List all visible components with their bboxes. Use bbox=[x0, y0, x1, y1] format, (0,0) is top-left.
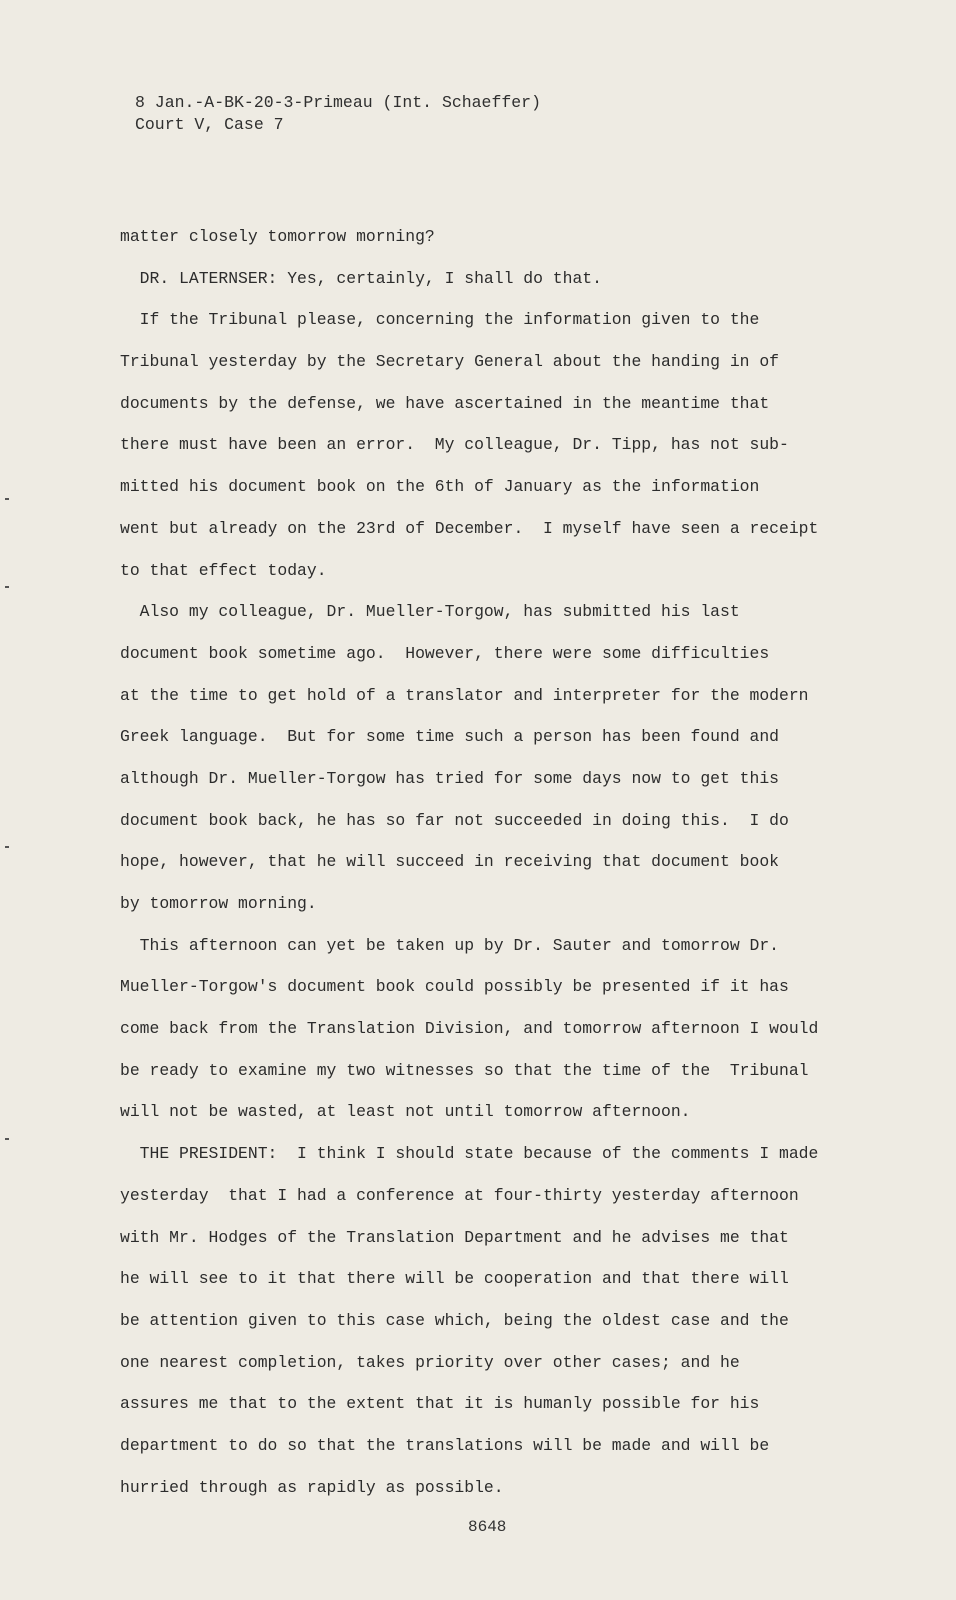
body-line: be ready to examine my two witnesses so that the time of the Tribunal bbox=[120, 1060, 809, 1080]
body-line: document book back, he has so far not succeeded in doing this. I do bbox=[120, 810, 789, 830]
transcript-body bbox=[120, 216, 860, 1508]
body-line: at the time to get hold of a translator and interpreter for the modern bbox=[120, 685, 809, 705]
body-line: documents by the defense, we have ascertained in the meantime that bbox=[120, 393, 770, 413]
body-line: Mueller-Torgow's document book could possibly be presented if it has bbox=[120, 977, 789, 997]
body-line: document book sometime ago. However, there were some difficulties bbox=[120, 643, 770, 663]
body-line: come back from the Translation Division, and tomorrow afternoon I would bbox=[120, 1019, 819, 1039]
body-line: Greek language. But for some time such a person has been found and bbox=[120, 727, 780, 747]
body-line: be attention given to this case which, being the oldest case and the bbox=[120, 1310, 789, 1330]
body-line: he will see to it that there will be cooperation and that there will bbox=[120, 1269, 789, 1289]
body-line: one nearest completion, takes priority over other cases; and he bbox=[120, 1352, 740, 1372]
page-number: 8648 bbox=[468, 1518, 507, 1536]
body-line: DR. LATERNSER: Yes, certainly, I shall do that. bbox=[120, 268, 602, 288]
body-line: THE PRESIDENT: I think I should state because of the comments I made bbox=[120, 1144, 819, 1164]
body-line: Tribunal yesterday by the Secretary General about the handing in of bbox=[120, 352, 780, 372]
document-header bbox=[135, 92, 541, 136]
margin-mark bbox=[5, 1138, 9, 1140]
body-line: department to do so that the translations will be made and will be bbox=[120, 1435, 770, 1455]
body-line: mitted his document book on the 6th of January as the information bbox=[120, 477, 760, 497]
body-line: to that effect today. bbox=[120, 560, 327, 580]
body-line: although Dr. Mueller-Torgow has tried for some days now to get this bbox=[120, 768, 780, 788]
body-line: hurried through as rapidly as possible. bbox=[120, 1477, 504, 1497]
body-line: there must have been an error. My colleague, Dr. Tipp, has not sub- bbox=[120, 435, 789, 455]
body-line: hope, however, that he will succeed in receiving that document book bbox=[120, 852, 780, 872]
body-line: Also my colleague, Dr. Mueller-Torgow, has submitted his last bbox=[120, 602, 740, 622]
header-line-2: Court V, Case 7 bbox=[135, 115, 284, 134]
body-line: by tomorrow morning. bbox=[120, 894, 317, 913]
header-line-1: 8 Jan.-A-BK-20-3-Primeau (Int. Schaeffer) bbox=[135, 93, 541, 112]
margin-mark bbox=[5, 586, 9, 588]
margin-mark bbox=[5, 846, 9, 848]
body-line: with Mr. Hodges of the Translation Department and he advises me that bbox=[120, 1227, 789, 1247]
body-line: will not be wasted, at least not until tomorrow afternoon. bbox=[120, 1102, 691, 1122]
body-line: went but already on the 23rd of December. I myself have seen a receipt bbox=[120, 518, 819, 538]
margin-mark bbox=[5, 498, 9, 500]
body-line: yesterday that I had a conference at four-thirty yesterday afternoon bbox=[120, 1185, 799, 1205]
body-line: If the Tribunal please, concerning the information given to the bbox=[120, 310, 760, 330]
body-line: matter closely tomorrow morning? bbox=[120, 227, 435, 246]
body-line: This afternoon can yet be taken up by Dr. Sauter and tomorrow Dr. bbox=[120, 935, 780, 955]
body-line: assures me that to the extent that it is humanly possible for his bbox=[120, 1394, 760, 1414]
